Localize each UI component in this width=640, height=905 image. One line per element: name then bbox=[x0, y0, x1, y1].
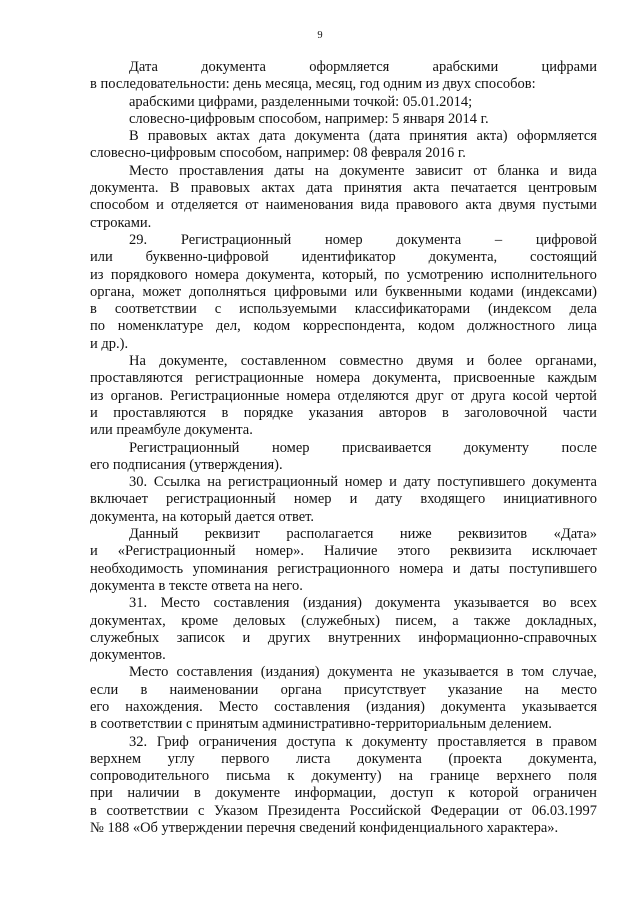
word: На bbox=[129, 353, 146, 370]
text-line: документа в тексте ответа на него. bbox=[90, 577, 303, 594]
word: совместно bbox=[339, 353, 404, 370]
word: Президента bbox=[267, 802, 341, 819]
word: его bbox=[90, 698, 110, 715]
word: (издания) bbox=[303, 595, 362, 612]
word: документа bbox=[532, 474, 597, 491]
word: Регистрационные bbox=[170, 387, 280, 404]
text-line bbox=[90, 803, 597, 820]
text-line bbox=[90, 163, 597, 180]
word: во bbox=[542, 595, 557, 612]
text-line: арабскими цифрами, разделенными точкой: 05.01.2014; bbox=[129, 93, 473, 110]
word: даты bbox=[469, 560, 500, 577]
word: дату bbox=[375, 491, 403, 508]
word: номера bbox=[286, 387, 331, 404]
word: информации, bbox=[294, 785, 377, 802]
word: классификаторами bbox=[354, 301, 471, 318]
word: если bbox=[90, 681, 119, 698]
word: правовых bbox=[147, 128, 208, 145]
word: дел, bbox=[216, 318, 241, 335]
word: Указом bbox=[214, 802, 259, 819]
text-line bbox=[90, 751, 597, 768]
word: углу bbox=[167, 750, 195, 767]
word: информационно-справочных bbox=[418, 629, 597, 646]
word: присваивается bbox=[342, 439, 432, 456]
word: наименовании bbox=[169, 681, 259, 698]
text-line bbox=[90, 128, 597, 145]
word: Гриф bbox=[156, 733, 189, 750]
word: присвоенные bbox=[453, 370, 535, 387]
text-line bbox=[90, 699, 597, 716]
word: место bbox=[561, 681, 597, 698]
word: на bbox=[398, 768, 413, 785]
word: отделяется bbox=[170, 197, 238, 214]
word: на bbox=[524, 681, 539, 698]
word: Наличие bbox=[323, 543, 378, 560]
word: органами, bbox=[535, 353, 597, 370]
word: соответствии bbox=[106, 802, 189, 819]
word: к bbox=[345, 733, 353, 750]
word: документа bbox=[375, 595, 441, 612]
text-line: или преамбуле документа. bbox=[90, 422, 253, 439]
word: «Дата» bbox=[553, 526, 597, 543]
word: цифрами bbox=[541, 59, 597, 75]
word: В bbox=[169, 180, 180, 197]
word: который, bbox=[322, 266, 378, 283]
word: проставляется bbox=[437, 733, 527, 750]
text-line bbox=[90, 734, 597, 751]
word: лица bbox=[567, 318, 597, 335]
word: арабскими bbox=[432, 59, 499, 75]
word: писем, bbox=[395, 612, 437, 629]
word: зависит bbox=[415, 162, 463, 179]
word: в bbox=[90, 802, 97, 819]
word: документа, bbox=[528, 750, 597, 767]
word: буквенно-цифровой bbox=[145, 249, 269, 266]
text-line bbox=[90, 474, 597, 491]
word: составления bbox=[213, 595, 290, 612]
word: поступившего bbox=[508, 560, 597, 577]
word: при bbox=[90, 785, 113, 802]
page-number: 9 bbox=[317, 30, 323, 41]
word: номер bbox=[293, 491, 332, 508]
word: правом bbox=[552, 733, 597, 750]
word: косой bbox=[512, 387, 548, 404]
word: доступ bbox=[390, 785, 434, 802]
word: 06.03.1997 bbox=[531, 802, 597, 819]
text-line: и др.). bbox=[90, 335, 129, 352]
word: 30. bbox=[129, 474, 148, 491]
word: из bbox=[90, 266, 104, 283]
word: документу bbox=[463, 439, 530, 456]
text-line bbox=[90, 388, 597, 405]
word: дата bbox=[306, 180, 333, 197]
word: – bbox=[494, 231, 503, 248]
word: составленном bbox=[240, 353, 327, 370]
text-line bbox=[90, 318, 597, 335]
document-body bbox=[90, 59, 597, 837]
word: номер bbox=[271, 439, 310, 456]
word: чертой bbox=[554, 387, 597, 404]
word: документа bbox=[327, 664, 393, 681]
word: и bbox=[349, 491, 358, 508]
word: пустыми bbox=[542, 197, 597, 214]
word: Место bbox=[129, 664, 169, 681]
word: верхнем bbox=[90, 750, 142, 767]
text-line bbox=[90, 526, 597, 543]
word: служебных bbox=[90, 629, 160, 646]
word: деловых bbox=[233, 612, 286, 629]
word: принятия bbox=[343, 180, 402, 197]
word: акта bbox=[465, 197, 492, 214]
word: порядкового bbox=[110, 266, 188, 283]
word: записок bbox=[176, 629, 225, 646]
text-line bbox=[90, 491, 597, 508]
word: указывается bbox=[453, 595, 529, 612]
text-line bbox=[90, 664, 597, 681]
word: реквизита bbox=[449, 543, 512, 560]
text-line: словесно-цифровым способом, например: 5 января 2014 г. bbox=[129, 110, 489, 127]
word: заголовочной bbox=[464, 404, 548, 421]
word: к bbox=[287, 768, 295, 785]
word: в bbox=[535, 733, 543, 750]
word: органа bbox=[280, 681, 322, 698]
word: Регистрационный bbox=[180, 231, 292, 248]
word: кодом bbox=[417, 318, 455, 335]
word: оформляется bbox=[309, 59, 390, 75]
text-line bbox=[90, 301, 597, 318]
word: органа, bbox=[90, 283, 135, 300]
text-line: строками. bbox=[90, 214, 152, 231]
word: даты bbox=[274, 162, 304, 179]
word: документа bbox=[356, 750, 422, 767]
word: должностного bbox=[467, 318, 555, 335]
text-line bbox=[90, 630, 597, 647]
word: присутствует bbox=[343, 681, 426, 698]
word: Регистрационный bbox=[129, 439, 240, 456]
text-line bbox=[90, 267, 597, 284]
word: Ссылка bbox=[153, 474, 201, 491]
word: нахождения. bbox=[125, 698, 203, 715]
word: в bbox=[221, 404, 229, 421]
word: печатается bbox=[450, 180, 517, 197]
word: (издания) bbox=[366, 698, 425, 715]
word: по bbox=[384, 266, 400, 283]
word: документа, bbox=[372, 370, 442, 387]
word: идентификатор bbox=[301, 249, 396, 266]
word: вида bbox=[360, 197, 389, 214]
word: регистрационные bbox=[195, 370, 304, 387]
word: ограничения bbox=[198, 733, 277, 750]
word: Место bbox=[160, 595, 200, 612]
text-line bbox=[90, 249, 597, 266]
word: с bbox=[214, 301, 222, 318]
word: кодами bbox=[469, 283, 514, 300]
word: том bbox=[521, 664, 544, 681]
word: реквизитов bbox=[458, 526, 528, 543]
word: из bbox=[90, 387, 104, 404]
word: актах bbox=[261, 180, 295, 197]
word: друг bbox=[415, 387, 444, 404]
text-line bbox=[90, 595, 597, 612]
word: номер bbox=[344, 474, 383, 491]
word: в bbox=[506, 664, 514, 681]
word: В bbox=[129, 128, 139, 145]
word: Место bbox=[218, 698, 259, 715]
word: оформляется bbox=[516, 128, 597, 145]
word: номера bbox=[399, 560, 444, 577]
word: сопроводительного bbox=[90, 768, 210, 785]
word: документа bbox=[396, 231, 462, 248]
word: Федерации bbox=[430, 802, 500, 819]
word: письма bbox=[226, 768, 271, 785]
word: указание bbox=[447, 681, 503, 698]
word: документах, bbox=[90, 612, 166, 629]
word: (индексом bbox=[488, 301, 552, 318]
word: кроме bbox=[181, 612, 219, 629]
word: внутренних bbox=[328, 629, 401, 646]
word: и bbox=[466, 353, 475, 370]
word: и bbox=[549, 162, 558, 179]
word: всех bbox=[570, 595, 597, 612]
word: документа, bbox=[428, 249, 498, 266]
word: Данный bbox=[129, 526, 179, 543]
text-line bbox=[90, 284, 597, 301]
word: исполнительного bbox=[490, 266, 597, 283]
word: Место bbox=[129, 162, 169, 179]
word: части bbox=[562, 404, 597, 421]
word: которой bbox=[469, 785, 519, 802]
word: номер». bbox=[255, 543, 304, 560]
word: в bbox=[140, 681, 148, 698]
word: необходимость bbox=[90, 560, 184, 577]
word: от bbox=[450, 387, 465, 404]
word: друга bbox=[471, 387, 506, 404]
text-line: в последовательности: день месяца, месяц, год одним из двух способов: bbox=[90, 76, 536, 93]
word: 31. bbox=[129, 595, 148, 612]
text-line bbox=[90, 613, 597, 630]
word: ограничен bbox=[533, 785, 597, 802]
word: наличии bbox=[127, 785, 180, 802]
word: доступа bbox=[286, 733, 336, 750]
text-line: его подписания (утверждения). bbox=[90, 456, 283, 473]
word: на bbox=[314, 162, 329, 179]
word: может bbox=[142, 283, 182, 300]
word: и bbox=[90, 543, 98, 560]
word: документа. bbox=[90, 180, 159, 197]
word: буквенными bbox=[385, 283, 462, 300]
word: цифровой bbox=[535, 231, 597, 248]
word: листа bbox=[296, 750, 331, 767]
word: включает bbox=[90, 491, 148, 508]
word: документу) bbox=[311, 768, 382, 785]
word: входящего bbox=[420, 491, 486, 508]
word: документа bbox=[294, 128, 360, 145]
word: других bbox=[267, 629, 311, 646]
word: или bbox=[90, 249, 113, 266]
word: регистрационный bbox=[228, 474, 338, 491]
word: и bbox=[90, 404, 98, 421]
word: акта) bbox=[476, 128, 508, 145]
word: дополняться bbox=[188, 283, 267, 300]
word: акта bbox=[413, 180, 440, 197]
word: номера bbox=[316, 370, 361, 387]
word: после bbox=[561, 439, 597, 456]
word: и bbox=[242, 629, 251, 646]
word: располагается bbox=[286, 526, 374, 543]
word: центровым bbox=[528, 180, 597, 197]
word: актах bbox=[216, 128, 250, 145]
word: (дата bbox=[368, 128, 401, 145]
text-line bbox=[90, 370, 597, 387]
word: и bbox=[452, 560, 461, 577]
word: документа bbox=[440, 698, 506, 715]
word: дела bbox=[569, 301, 597, 318]
word: указания bbox=[308, 404, 364, 421]
word: используемыми bbox=[239, 301, 337, 318]
word: дата bbox=[259, 128, 286, 145]
text-line: в соответствии с принятым административно-территориальным делением. bbox=[90, 716, 552, 733]
word: дату bbox=[403, 474, 431, 491]
word: докладных, bbox=[525, 612, 597, 629]
word: по bbox=[90, 318, 106, 335]
word: способом bbox=[90, 197, 150, 214]
text-line: словесно-цифровым способом, например: 08 февраля 2016 г. bbox=[90, 145, 466, 162]
word: проставляются bbox=[113, 404, 207, 421]
word: или bbox=[354, 283, 378, 300]
word: ниже bbox=[399, 526, 432, 543]
word: номенклатуре bbox=[117, 318, 204, 335]
text-line bbox=[90, 353, 597, 370]
text-line bbox=[90, 59, 597, 76]
word: усмотрению bbox=[406, 266, 484, 283]
word: документа bbox=[201, 59, 266, 75]
text-line: документа, на который дается ответ. bbox=[90, 508, 315, 525]
word: соответствии bbox=[114, 301, 197, 318]
word: номер bbox=[324, 231, 363, 248]
word: документе bbox=[215, 785, 281, 802]
word: в bbox=[441, 404, 449, 421]
word: границе bbox=[430, 768, 480, 785]
word: отделяются bbox=[337, 387, 409, 404]
word: от bbox=[473, 162, 487, 179]
word: каждым bbox=[547, 370, 597, 387]
text-line bbox=[90, 232, 597, 249]
word: регистрационный bbox=[166, 491, 276, 508]
word: правовых bbox=[190, 180, 251, 197]
word: указывается bbox=[521, 698, 597, 715]
text-line bbox=[90, 180, 597, 197]
text-line bbox=[90, 543, 597, 560]
word: исключает bbox=[531, 543, 597, 560]
text-line bbox=[90, 440, 597, 457]
word: реквизит bbox=[204, 526, 260, 543]
word: составления bbox=[274, 698, 351, 715]
word: порядке bbox=[243, 404, 294, 421]
word: с bbox=[197, 802, 205, 819]
word: (издания) bbox=[260, 664, 320, 681]
word: (индексами) bbox=[521, 283, 597, 300]
word: авторов bbox=[378, 404, 427, 421]
word: проставляются bbox=[90, 370, 183, 387]
word: упоминания bbox=[192, 560, 268, 577]
word: а bbox=[452, 612, 459, 629]
word: кодом bbox=[253, 318, 291, 335]
word: и bbox=[389, 474, 397, 491]
word: двумя bbox=[416, 353, 454, 370]
word: (служебных) bbox=[301, 612, 380, 629]
word: в bbox=[193, 785, 201, 802]
word: вида bbox=[568, 162, 597, 179]
word: (проекта bbox=[448, 750, 502, 767]
word: документа, bbox=[246, 266, 315, 283]
word: корреспондента, bbox=[302, 318, 406, 335]
word: 32. bbox=[129, 733, 148, 750]
word: от bbox=[508, 802, 523, 819]
word: состоящий bbox=[530, 249, 597, 266]
word: инициативного bbox=[503, 491, 597, 508]
word: указывается bbox=[423, 664, 499, 681]
word: этого bbox=[397, 543, 430, 560]
word: на bbox=[207, 474, 222, 491]
word: документе, bbox=[159, 353, 228, 370]
word: правового bbox=[396, 197, 459, 214]
word: поступившего bbox=[437, 474, 526, 491]
word: проставления bbox=[179, 162, 264, 179]
word: Российской bbox=[349, 802, 422, 819]
word: двумя bbox=[498, 197, 536, 214]
word: бланка bbox=[497, 162, 540, 179]
word: от bbox=[245, 197, 259, 214]
word: в bbox=[90, 301, 97, 318]
word: поля bbox=[568, 768, 597, 785]
word: органов. bbox=[110, 387, 164, 404]
word: 29. bbox=[129, 231, 148, 248]
text-line: № 188 «Об утверждении перечня сведений конфиденциального характера». bbox=[90, 820, 559, 837]
word: более bbox=[487, 353, 523, 370]
text-line bbox=[90, 768, 597, 785]
word: и bbox=[156, 197, 164, 214]
word: случае, bbox=[552, 664, 597, 681]
word: «Регистрационный bbox=[117, 543, 236, 560]
word: цифровыми bbox=[273, 283, 347, 300]
word: документу bbox=[362, 733, 428, 750]
word: принятия bbox=[409, 128, 468, 145]
word: регистрационного bbox=[277, 560, 390, 577]
text-line bbox=[90, 682, 597, 699]
word: первого bbox=[221, 750, 270, 767]
word: составления bbox=[176, 664, 253, 681]
word: Дата bbox=[129, 59, 158, 75]
word: к bbox=[447, 785, 455, 802]
word: также bbox=[474, 612, 511, 629]
text-line bbox=[90, 197, 597, 214]
word: наименования bbox=[265, 197, 354, 214]
text-line bbox=[90, 785, 597, 802]
text-line bbox=[90, 405, 597, 422]
word: документе bbox=[339, 162, 405, 179]
word: номера bbox=[194, 266, 239, 283]
text-line bbox=[90, 561, 597, 578]
word: верхнего bbox=[496, 768, 552, 785]
word: не bbox=[400, 664, 416, 681]
text-line: документов. bbox=[90, 647, 166, 664]
